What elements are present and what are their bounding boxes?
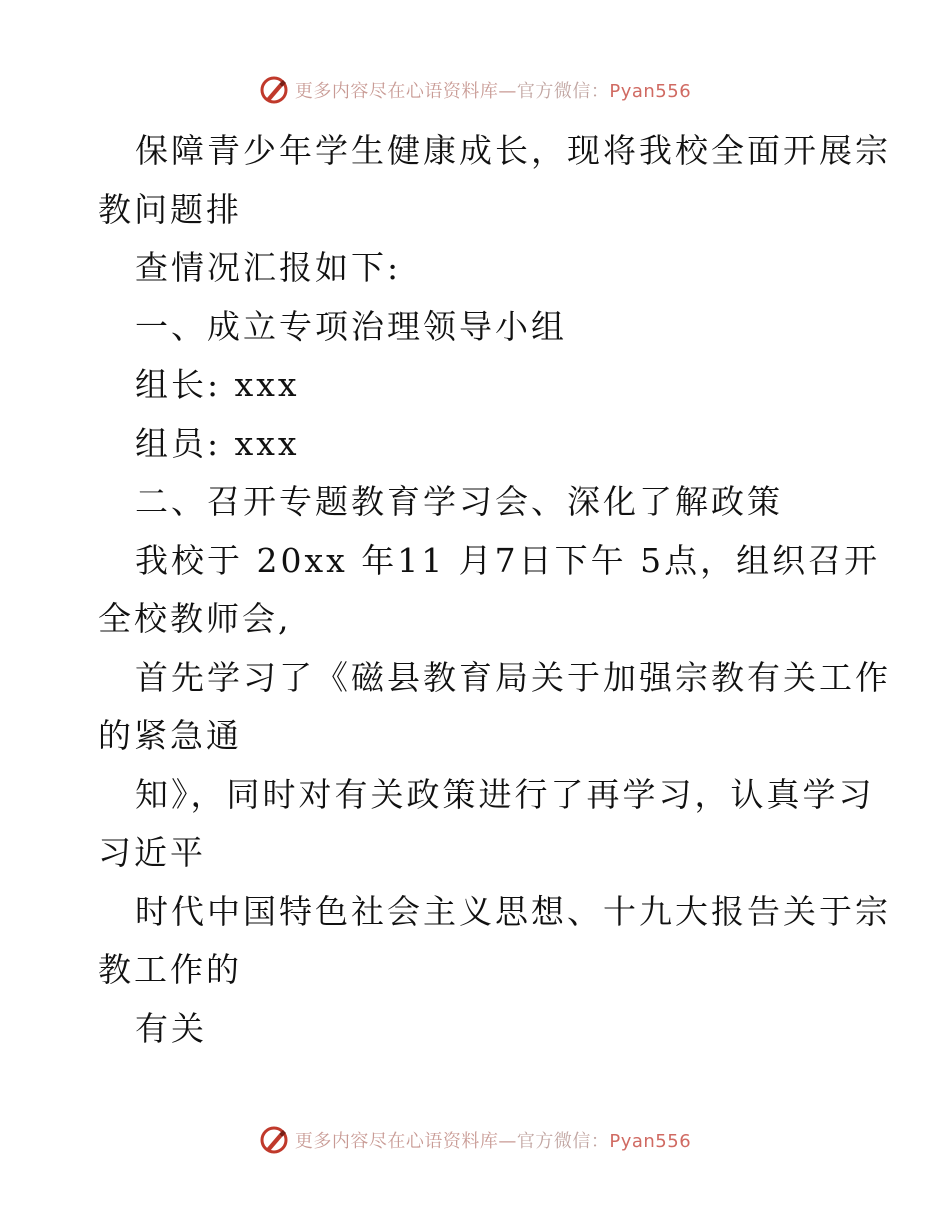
- watermark-text: [295, 77, 691, 103]
- body-line: 组员: xxx: [135, 423, 300, 463]
- watermark-wechat-id: Pyan556: [609, 81, 692, 102]
- body-line: 的紧急通: [98, 716, 242, 755]
- watermark-cn: 更多内容尽在心语资料库: [294, 1131, 499, 1152]
- body-line: 我校于 20xx 年11 月7日下午 5点，组织召开: [135, 540, 881, 580]
- body-line: 知》，同时对有关政策进行了再学习，认真学习: [135, 774, 875, 814]
- watermark-wechat-label: 官方微信：: [516, 1131, 610, 1152]
- body-line: 教工作的: [98, 950, 242, 989]
- header-watermark: [0, 70, 950, 110]
- body-line: 查情况汇报如下:: [135, 248, 402, 287]
- body-line: 习近平: [98, 833, 206, 872]
- pen-circle-logo-icon: [259, 75, 289, 105]
- watermark-text: [295, 1127, 691, 1153]
- body-line: 有关: [135, 1008, 207, 1048]
- pen-circle-logo-icon: [259, 1125, 289, 1155]
- watermark-separator: —: [498, 1131, 517, 1152]
- body-line: 组长: xxx: [135, 365, 300, 404]
- document-body: [98, 122, 891, 1058]
- section-heading: 一、成立专项治理领导小组: [135, 306, 567, 346]
- watermark-separator: —: [498, 81, 517, 102]
- body-line: 首先学习了《磁县教育局关于加强宗教有关工作: [135, 657, 891, 697]
- footer-watermark: [0, 1120, 950, 1160]
- watermark-cn: 更多内容尽在心语资料库: [294, 81, 499, 102]
- body-line: 时代中国特色社会主义思想、十九大报告关于宗: [135, 891, 891, 931]
- watermark-wechat-id: Pyan556: [609, 1131, 692, 1152]
- body-line: 保障青少年学生健康成长，现将我校全面开展宗: [135, 131, 891, 170]
- body-line: 全校教师会,: [98, 599, 292, 638]
- watermark-wechat-label: 官方微信：: [516, 81, 610, 102]
- section-heading: 二、召开专题教育学习会、深化了解政策: [135, 482, 783, 521]
- body-line: 教问题排: [98, 189, 242, 229]
